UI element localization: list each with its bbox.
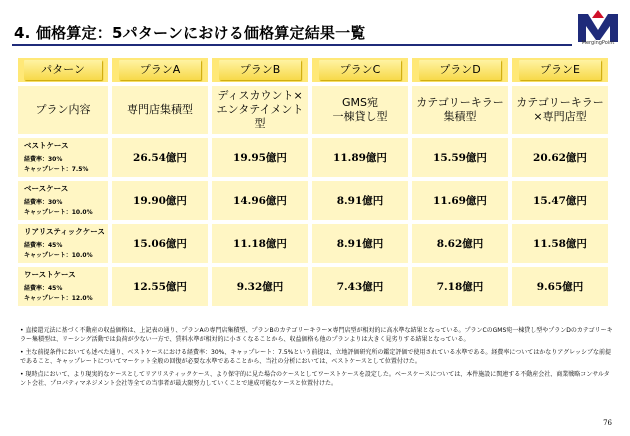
value-cell: 11.58億円 [512,224,612,267]
header-cell-plan-c: プランC [312,58,412,86]
value-cell: 7.18億円 [412,267,512,310]
case-label: ベストケース 経費率：30% キャップレート：7.5% [18,138,112,181]
note-paragraph: • 現時点において、より現実的なケースとしてリアリスティックケース、より保守的に見た場合のケースとしてワーストケースを設定した。ベースケースについては、本件施設に関連する不動産会社、商業戦略コンサルタント会社、プロパティマネジメント会社等全ての当事者が最大限努力していくことで達成可能なケースと位置付けた。 [20,371,610,387]
plan-content-a: 専門店集積型 [112,86,212,138]
value-cell: 11.69億円 [412,181,512,224]
plan-content-b: ディスカウント× エンタテイメント型 [212,86,312,138]
case-label: リアリスティックケース 経費率：45% キャップレート：10.0% [18,224,112,267]
note-paragraph: • 直接還元法に基づく不動産の収益価格は、上記表の通り、プランAの専門店集積型、プランBのカテゴリーキラー×専門店型が相対的に高水準な結果となっている。プランCのGMS宛一棟貸し型やプランDのカテゴリーキラー集積型は、リーシング活動では負荷が少ない一方で、賃料水準が相対的に小さくなることから、収益価格も他のプランよりは大きく見劣りする結果となっている。 [20,327,613,343]
value-cell: 11.89億円 [312,138,412,181]
table-row [18,138,612,181]
company-logo-text: MergingPoint [581,40,615,46]
title-rule [12,44,572,46]
value-cell: 9.32億円 [212,267,312,310]
value-cell: 8.91億円 [312,224,412,267]
plan-content-row [18,86,612,138]
value-cell: 14.96億円 [212,181,312,224]
plan-content-label: プラン内容 [18,86,112,138]
header-cell-plan-d: プランD [412,58,512,86]
value-cell: 12.55億円 [112,267,212,310]
case-label: ベースケース 経費率：30% キャップレート：10.0% [18,181,112,224]
value-cell: 8.91億円 [312,181,412,224]
value-cell: 26.54億円 [112,138,212,181]
value-cell: 15.47億円 [512,181,612,224]
value-cell: 15.06億円 [112,224,212,267]
table-row [18,181,612,224]
value-cell: 15.59億円 [412,138,512,181]
plan-content-c: GMS宛 一棟貸し型 [312,86,412,138]
notes [20,326,615,392]
value-cell: 8.62億円 [412,224,512,267]
header-cell-pattern: パターン [18,58,112,86]
header-cell-plan-e: プランE [512,58,612,86]
page-number: 76 [603,419,612,427]
value-cell: 20.62億円 [512,138,612,181]
case-label: ワーストケース 経費率：45% キャップレート：12.0% [18,267,112,310]
plan-content-e: カテゴリーキラー ×専門店型 [512,86,612,138]
table-row [18,224,612,267]
plan-content-d: カテゴリーキラー 集積型 [412,86,512,138]
value-cell: 7.43億円 [312,267,412,310]
header-cell-plan-a: プランA [112,58,212,86]
header-cell-plan-b: プランB [212,58,312,86]
table-row [18,267,612,310]
table-header-row [18,58,612,86]
value-cell: 9.65億円 [512,267,612,310]
value-cell: 19.90億円 [112,181,212,224]
note-paragraph: • 主な前提条件においても述べた通り、ベストケースにおける経費率：30%、キャップレート：7.5%という前提は、立地評価研究所の鑑定評価で使用されている水準である。経費率についてはかなりアグレッシブな前提であること、キャップレートについてマーケット全般の回復が必要な水準であることから、当社の分析においては、ベストケースとして位置付けた。 [20,349,612,365]
value-cell: 19.95億円 [212,138,312,181]
value-cell: 11.18億円 [212,224,312,267]
pricing-table [18,58,612,310]
page-title: 4. 価格算定：5パターンにおける価格算定結果一覧 [14,24,366,42]
